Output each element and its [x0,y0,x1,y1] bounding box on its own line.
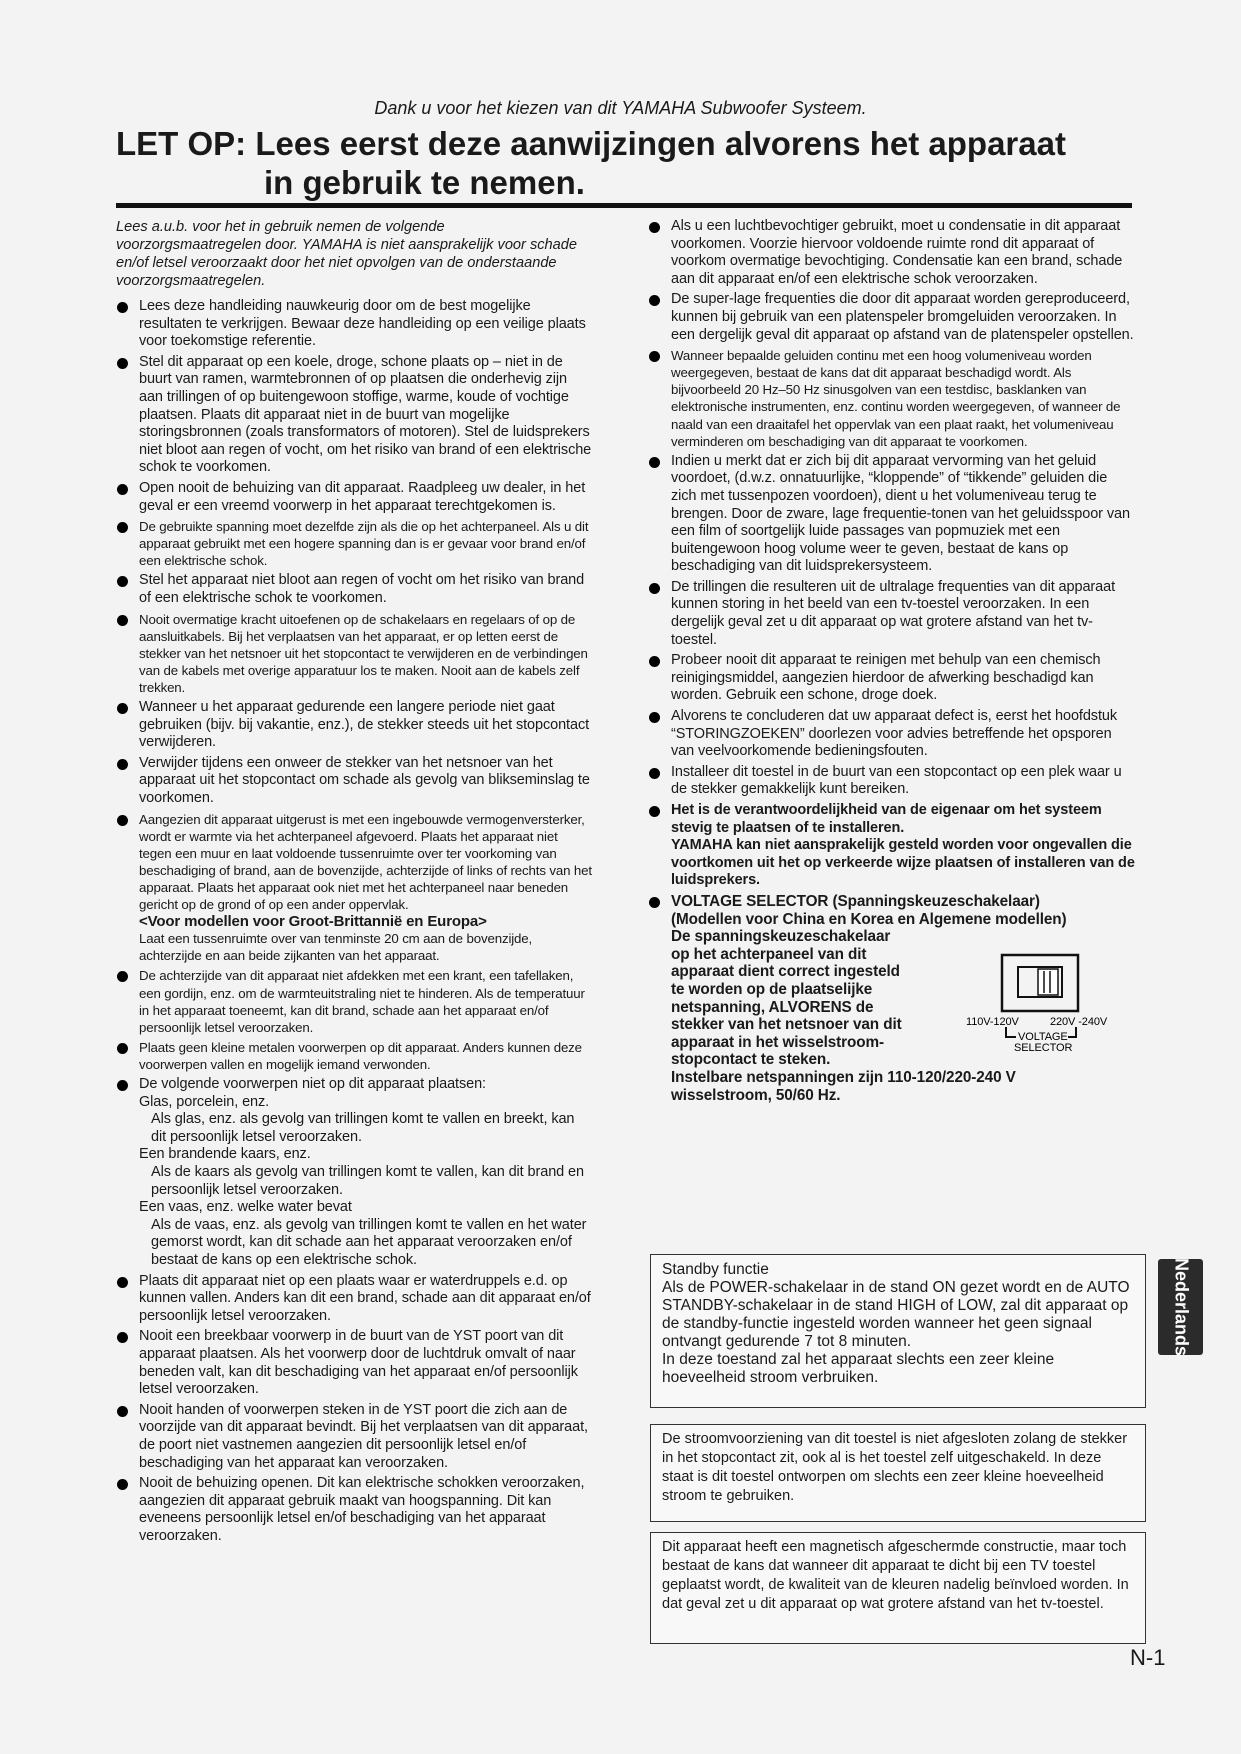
list-item: Stel het apparaat niet bloot aan regen of vocht om het risiko van brand of een elektrische schok te voorkomen. [116,572,592,607]
responsibility-text-2: YAMAHA kan niet aansprakelijk gesteld worden voor ongevallen die voortkomen uit het op verkeerde wijze plaatsen of installeren van de luidsprekers. [671,837,1135,889]
selector-switch [1038,969,1058,995]
voltage-models: (Modellen voor China en Korea en Algemene modellen) [671,910,1067,928]
voltage-line: te worden op de plaatselijke [671,980,873,998]
title-line-2: in gebruik te nemen. [264,164,585,201]
voltage-line: apparaat in het wisselstroom- [671,1033,885,1051]
list-item: Indien u merkt dat er zich bij dit apparaat vervorming van het geluid voordoet, (d.w.z. onnatuurlijke, “kloppende” of “tikkende” geluiden die zich met tussenpozen voordoen), dient u het volumeniveau terug te brengen. Door de zware, lage frequentie-tonen van het geluidsspoor van een film of soortgelijk luide passages van popmuziek met een buitengewoon hoog volume weer te geven, bestaat de kans op beschadiging van dit luidsprekersysteem. [648,453,1136,576]
right-column [648,218,1136,1107]
voltage-line: op het achterpaneel van dit [671,945,867,963]
left-list [116,298,592,1545]
voltage-line: netspanning, ALVORENS de [671,998,874,1016]
magnetic-text: Dit apparaat heeft een magnetisch afgeschermde constructie, maar toch bestaat de kans dat wanneer dit apparaat te dicht bij een TV toestel geplaatst wordt, de kwaliteit van de kleuren nadelig beïnvloed worden. In dat geval zet u dit apparaat op wat grotere afstand van het tv-toestel. [662,1539,1129,1612]
list-item: Plaats dit apparaat niet op een plaats waar er waterdruppels e.d. op kunnen vallen. Anders kan dit een brand, schade aan dit apparaat en/of persoonlijk letsel veroorzaken. [116,1273,592,1326]
standby-text: Als de POWER-schakelaar in de stand ON gezet wordt en de AUTO STANDBY-schakelaar in de stand HIGH of LOW, zal dit apparaat op de standby-functie ingesteld worden wanneer het geen signaal ontvangt gedurende 7 tot 8 minuten. [662,1279,1130,1350]
list-item: De trillingen die resulteren uit de ultralage frequenties van dit apparaat kunnen storing in het beeld van een tv-toestel veroorzaken. In een dergelijk geval zet u dit apparaat op wat grotere afstand van het tv-toestel. [648,579,1136,649]
voltage-line: stopcontact te steken. [671,1051,831,1069]
thanks-line: Dank u voor het kiezen van dit YAMAHA Subwoofer Systeem. [374,98,867,118]
responsibility-text: Het is de verantwoordelijkheid van de eigenaar om het systeem stevig te plaatsen of te installeren. [671,802,1102,836]
language-tab-label: Nederlands [1171,1257,1191,1357]
uk-heading: <Voor modellen voor Groot-Brittannië en Europa> [139,913,487,931]
intro-text: Lees a.u.b. voor het in gebruik nemen de volgende voorzorgsmaatregelen door. YAMAHA is niet aansprakelijk voor schade en/of letsel veroorzaakt door het niet opvolgen van de onderstaande voorzorgsmaatregelen. [116,219,578,289]
magnetic-box [650,1532,1146,1644]
places-lead: De volgende voorwerpen niet op dit apparaat plaatsen: [139,1076,486,1093]
list-item: Nooit een breekbaar voorwerp in de buurt van de YST poort van dit apparaat plaatsen. Als het voorwerp door de luchtdruk omvalt of naar beneden valt, kan dit beschadiging van het apparaat en/of persoonlijk letsel veroorzaken. [116,1328,592,1398]
list-item-voltage [648,893,1136,1104]
list-item: De gebruikte spanning moet dezelfde zijn als die op het achterpaneel. Als u dit apparaat gebruikt met een hogere spanning dan is er gevaar voor brand en/of een elektrische schok. [116,518,592,569]
uk-text: Laat een tussenruimte over van tenminste 20 cm aan de bovenzijde, achterzijde en aan beide zijkanten van het apparaat. [139,931,533,964]
label-220-240: 220V -240V [1050,1015,1108,1028]
page-title [116,124,1136,202]
list-item-places [116,1076,592,1270]
places-vase-text: Als de vaas, enz. als gevolg van trillingen komt te vallen en het water gemorst wordt, kan dit schade aan het apparaat veroorzaken en/of bestaat de kans op een elektrische schok. [151,1216,587,1268]
list-item: Stel dit apparaat op een koele, droge, schone plaats op – niet in de buurt van ramen, warmtebronnen of op plaatsen die onderhevig zijn aan trillingen of op buitengewoon stoffige, warme, koude of vochtige plaatsen. Plaats dit apparaat niet in de buurt van mogelijke storingsbronnen (zoals transformators of motoren). Stel de luidsprekers niet bloot aan regen of vocht, om het risiko van brand of een elektrische schok te voorkomen. [116,354,592,477]
page-number: N-1 [1130,1645,1166,1670]
places-candle-text: Als de kaars als gevolg van trillingen komt te vallen, kan dit brand en persoonlijk letsel veroorzaken. [151,1164,584,1198]
list-item: Wanneer bepaalde geluiden continu met een hoog volumeniveau worden weergegeven, bestaat de kans dat dit apparaat beschadigd wordt. Als bijvoorbeeld 20 Hz–50 Hz sinusgolven van een testdisc, basklanken van elektronische instrumenten, enz. continu worden weergegeven, of wanneer de naald van een draaitafel het oppervlak van een plaat raakt, het volumeniveau verminderen om beschadiging van dit apparaat te voorkomen. [648,347,1136,450]
list-item: Probeer nooit dit apparaat te reinigen met behulp van een chemisch reinigingsmiddel, aangezien hierdoor de afwerking beschadigd kan worden. Gebruik een schone, droge doek. [648,652,1136,705]
places-glass: Glas, porcelein, enz. [139,1093,270,1110]
list-item: Installeer dit toestel in de buurt van een stopcontact op een plek waar u de stekker gemakkelijk kunt bereiken. [648,764,1136,799]
list-item: Verwijder tijdens een onweer de stekker van het netsnoer van het apparaat uit het stopcontact om schade als gevolg van blikseminslag te voorkomen. [116,755,592,808]
heat-text: Aangezien dit apparaat uitgerust is met een ingebouwde vermogenversterker, wordt er warmte via het achterpaneel afgevoerd. Plaats het apparaat niet tegen een muur en laat voldoende tussenruimte over ter voorkoming van beschadiging of brand, aan de bovenzijde, achterzijde of links of rechts van het apparaat. Plaats het apparaat ook niet met het achterpaneel naar beneden gericht op de grond of op een ander oppervlak. [139,811,592,913]
list-item: Plaats geen kleine metalen voorwerpen op dit apparaat. Anders kunnen deze voorwerpen vallen en mogelijk iemand verwonden. [116,1039,592,1073]
voltage-line: De spanningskeuzeschakelaar [671,928,891,946]
list-item: Nooit overmatige kracht uitoefenen op de schakelaars en regelaars of op de aansluitkabels. Bij het verplaatsen van het apparaat, er op letten eerst de stekker van het netsnoer uit het stopcontact te verwijderen en de verbindingen van de kabels met overige apparatuur los te maken. Nooit aan de kabels zelf trekken. [116,611,592,696]
label-selector: SELECTOR [1014,1041,1073,1053]
standby-text-2: In deze toestand zal het apparaat slechts een zeer kleine hoeveelheid stroom verbruiken. [662,1351,1055,1386]
list-item: Lees deze handleiding nauwkeurig door om de best mogelijke resultaten te verkrijgen. Bewaar deze handleiding op een veilige plaats voor toekomstige referentie. [116,298,592,351]
list-item: De super-lage frequenties die door dit apparaat worden gereproduceerd, kunnen bij gebruik van een platenspeler bromgeluiden veroorzaken. In een dergelijk geval dit apparaat op afstand van de platenspeler opstellen. [648,291,1136,344]
list-item-heat [116,811,592,965]
title-rule [116,203,1132,208]
voltage-line: Instelbare netspanningen zijn 110-120/220-240 V [671,1068,1016,1086]
left-column [116,218,592,1548]
list-item: Alvorens te concluderen dat uw apparaat defect is, eerst het hoofdstuk “STORINGZOEKEN” doorlezen voor advies betreffende het opsporen van veelvoorkomende bedieningsfouten. [648,708,1136,761]
voltage-line: wisselstroom, 50/60 Hz. [671,1086,841,1104]
list-item: Open nooit de behuizing van dit apparaat. Raadpleeg uw dealer, in het geval er een vreemd voorwerp in het apparaat terechtgekomen is. [116,480,592,515]
list-item: Nooit handen of voorwerpen steken in de YST poort die zich aan de voorzijde van dit apparaat bevindt. Bij het verplaatsen van dit apparaat, de poort niet vastnemen aangezien dit persoonlijk letsel en/of beschadiging van het apparaat kan veroorzaken. [116,1402,592,1472]
voltage-selector-figure [966,949,1126,1053]
label-110-120: 110V-120V [966,1015,1019,1028]
standby-box [650,1254,1146,1408]
title-line-1: LET OP: Lees eerst deze aanwijzingen alvorens het apparaat [116,125,1066,162]
list-item: Als u een luchtbevochtiger gebruikt, moet u condensatie in dit apparaat voorkomen. Voorzie hiervoor voldoende ruimte rond dit apparaat of voorkom overmatige bevochtiging. Condensatie kan een brand, schade aan dit apparaat en/of een elektrische schok veroorzaken. [648,218,1136,288]
power-text: De stroomvoorziening van dit toestel is niet afgesloten zolang de stekker in het stopcontact zit, ook al is het toestel zelf uitgeschakeld. In deze staat is dit toestel ontworpen om slechts een zeer kleine hoeveelheid stroom te gebruiken. [662,1431,1128,1504]
voltage-line: apparaat dient correct ingesteld [671,963,900,981]
voltage-title: VOLTAGE SELECTOR (Spanningskeuzeschakelaar) [671,892,1040,910]
right-list [648,218,1136,1104]
list-item-responsibility [648,802,1136,890]
voltage-line: stekker van het netsnoer van dit [671,1016,902,1034]
standby-title: Standby functie [662,1261,769,1278]
places-candle: Een brandende kaars, enz. [139,1146,311,1163]
list-item: Nooit de behuizing openen. Dit kan elektrische schokken veroorzaken, aangezien dit apparaat gebruik maakt van hoogspanning. Dit kan eveneens persoonlijk letsel en/of beschadiging van het apparaat veroorzaken. [116,1475,592,1545]
list-item: De achterzijde van dit apparaat niet afdekken met een krant, een tafellaken, een gordijn, enz. om de warmteuitstraling niet te hinderen. Als de temperatuur in het apparaat toeneemt, kan dit brand, schade aan het apparaat en/of persoonlijk letsel veroorzaken. [116,967,592,1035]
language-tab [1158,1259,1203,1355]
power-box [650,1424,1146,1522]
list-item: Wanneer u het apparaat gedurende een langere periode niet gaat gebruiken (bijv. bij vakantie, enz.), de stekker steeds uit het stopcontact verwijderen. [116,699,592,752]
places-glass-text: Als glas, enz. als gevolg van trillingen komt te vallen en breekt, kan dit persoonlijk letsel veroorzaken. [151,1111,575,1145]
label-voltage: VOLTAGE [1018,1030,1068,1043]
places-vase: Een vaas, enz. welke water bevat [139,1199,352,1216]
